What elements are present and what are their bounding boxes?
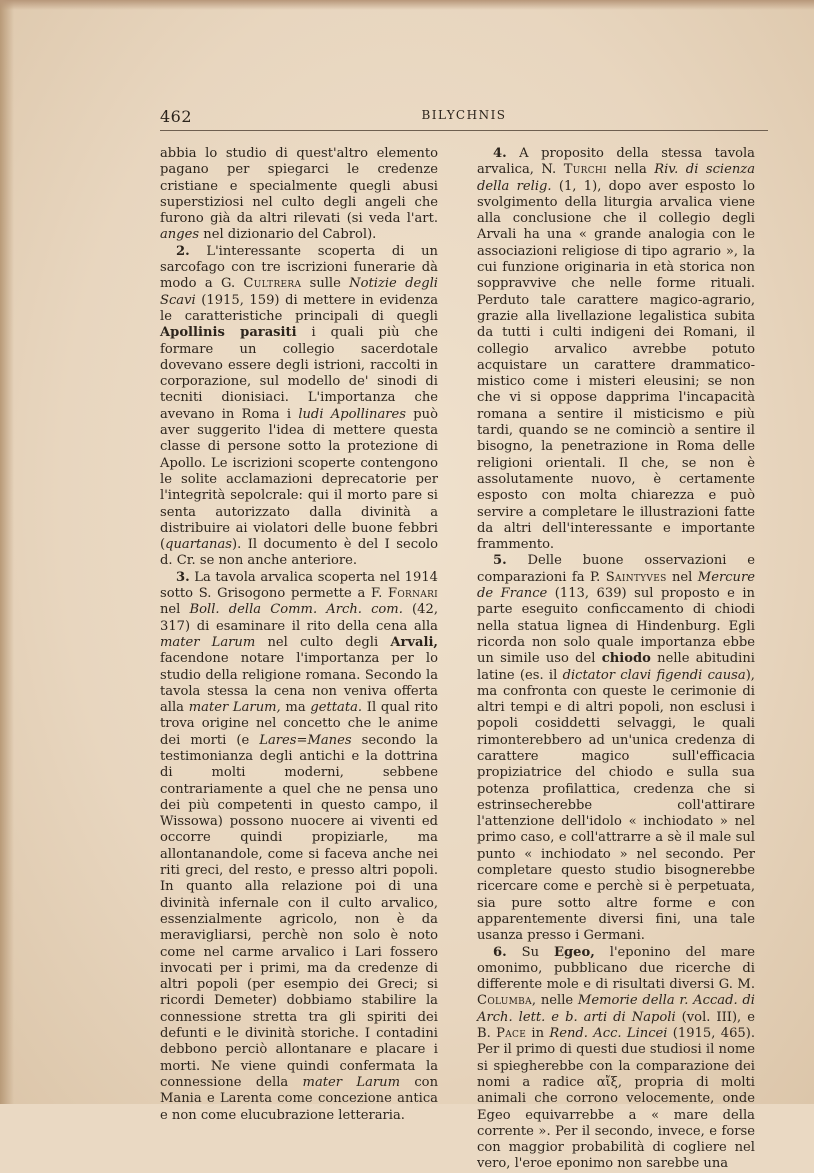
paragraph-2: 2. L'interessante scoperta di un sarcofago con tre iscrizioni funerarie dà modo a G. Cultrera sulle Notizie degli Scavi (1915, 159) di mettere in evidenza le caratteristiche principali di quegli Apollinis parasiti i quali più che formare un collegio sacerdotale dovevano essere degli istrioni, raccolti in corporazione, sul modello de' sinodi di tecniti dionisiaci. L'importanza che avevano in Roma i ludi Apollinares può aver suggerito l'idea di mettere questa classe di persone sotto la protezione di Apollo. Le iscrizioni scoperte contengono le solite acclamazioni deprecatorie per l'integrità sepolcrale: qui il morto pare si senta autorizzato dalla divinità a distribuire ai violatori delle buone febbri (quartanas). Il documento è del I secolo d. Cr. se non anche anteriore. bbox=[160, 243, 438, 569]
paragraph-4: 4. A proposito della stessa tavola arvalica, N. Turchi nella Riv. di scienza della relig. (1, 1), dopo aver esposto lo svolgimento della liturgia arvalica viene alla conclusione che il collegio degli Arvali ha una « grande analogia con le associazioni religiose di tipo agrario », la cui funzione originaria in età storica non soppravvive che nelle forme rituali. Perduto tale carattere magico-agrario, grazie alla livellazione legalistica subita da tutti i culti indigeni dei Romani, il collegio arvalico avrebbe potuto acquistare un carattere drammatico-mistico come i misteri eleusini; se non che vi si oppose dapprima l'incapacità romana a sentire il misticismo e più tardi, quando se ne cominciò a sentire il bisogno, la penetrazione in Roma delle religioni orientali. Il che, se non è assolutamente nuovo, è certamente esposto con molta chiarezza e può servire a completare le illustrazioni fatte da altri dell'interessante e importante frammento. bbox=[477, 146, 755, 553]
page-edge-shadow-top bbox=[0, 0, 814, 10]
page-number: 462 bbox=[160, 107, 193, 126]
right-column bbox=[477, 146, 755, 1173]
paragraph-5: 5. Delle buone osservazioni e comparazioni fa P. Saintyves nel Mercure de France (113, 639) sul proposto e in parte eseguito conficcamento di chiodi nella statua lignea di Hindenburg. Egli ricorda non solo quale importanza ebbe un simile uso del chiodo nelle abitudini latine (es. il dictator clavi figendi causa), ma confronta con queste le cerimonie di altri tempi e di altri popoli, non esclusi i popoli cosiddetti selvaggi, le quali rimonterebbero ad un'unica credenza di carattere magico sull'efficacia propiziatrice del chiodo e sulla sua potenza profilattica, credenza che si estrinsecherebbe coll'attirare l'attenzione dell'idolo « inchiodato » nel primo caso, e coll'attrarre a sè il male sul punto « inchiodato » nel secondo. Per completare questo studio bisognerebbe ricercare come e perchè si è perpetuata, sia pure sotto altre forme e con apparentemente diversi fini, una tale usanza presso i Germani. bbox=[477, 553, 755, 944]
page-header bbox=[160, 102, 768, 131]
paragraph-6: 6. Su Egeo, l'eponino del mare omonimo, pubblicano due ricerche di differente mole e di risultati diversi G. M. Columba, nelle Memorie della r. Accad. di Arch. lett. e b. arti di Napoli (vol. III), e B. Pace in Rend. Acc. Lincei (1915, 465). Per il primo di questi due studiosi il nome si spiegherebbe con la comparazione dei nomi a radice αἴξ, propria di molti animali che corrono velocemente, onde Egeo equivarrebbe a « mare della corrente ». Per il secondo, invece, e forse con maggior probabilità di cogliere nel vero, l'eroe eponimo non sarebbe una bbox=[477, 944, 755, 1172]
left-column bbox=[160, 146, 438, 1124]
paragraph-3: 3. La tavola arvalica scoperta nel 1914 sotto S. Grisogono permette a F. Fornari nel Boll. della Comm. Arch. com. (42, 317) di esaminare il rito della cena alla mater Larum nel culto degli Arvali, facendone notare l'importanza per lo studio della religione romana. Secondo la tavola stessa la cena non veniva offerta alla mater Larum, ma gettata. Il qual rito trova origine nel concetto che le anime dei morti (e Lares=Manes secondo la testimonianza degli antichi e la dottrina di molti moderni, sebbene contrariamente a quel che ne pensa uno dei più competenti in questo campo, il Wissowa) possono nuocere ai viventi ed occorre quindi propiziarle, ma allontanandole, come si faceva anche nei riti greci, del resto, e presso altri popoli. In quanto alla relazione poi di una divinità infernale con il culto arvalico, essenzialmente agricolo, non è da meravigliarsi, perchè non solo è noto come nel carme arvalico i Lari fossero invocati per i primi, ma da credenze di altri popoli (per esempio dei Greci; si ricordi Demeter) dobbiamo stabilire la connessione stretta tra gli spiriti dei defunti e le divinità storiche. I contadini debbono perciò allontanare e placare i morti. Ne viene quindi confermata la connessione della mater Larum con Mania e Larenta come concezione antica e non come elucubrazione letteraria. bbox=[160, 569, 438, 1123]
page-edge-shadow-left bbox=[0, 0, 14, 1104]
running-head: BILYCHNIS bbox=[421, 108, 507, 122]
paragraph-continued: abbia lo studio di quest'altro elemento pagano per spiegarci le credenze cristiane e specialmente quegli abusi superstiziosi nel culto degli angeli che furono già da altri rilevati (si veda l'art. anges nel dizionario del Cabrol). bbox=[160, 146, 438, 243]
